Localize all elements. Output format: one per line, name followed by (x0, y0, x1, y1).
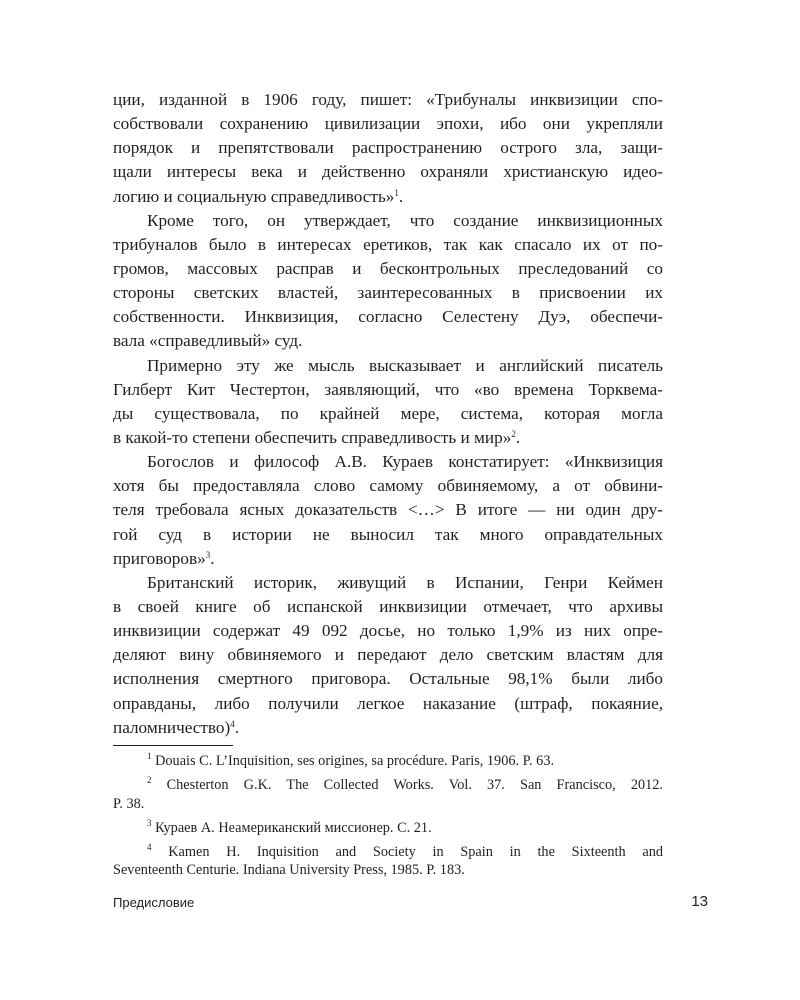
body-text (113, 88, 663, 740)
line-text: в своей книге об испанской инквизиции отмечает, что архивы (113, 596, 663, 616)
text-line (113, 257, 663, 281)
text-line (113, 209, 663, 233)
footnote-number: 3 (147, 817, 152, 828)
text-line (113, 136, 663, 160)
footnote-line (113, 861, 663, 880)
text-line (113, 474, 663, 498)
footnote-text: Kamen H. Inquisition and Society in Spain in the Sixteenth and (168, 843, 664, 860)
footnote-ref: 2 (511, 428, 516, 439)
text-line (113, 692, 663, 716)
text-line (113, 185, 663, 209)
line-text: Гилберт Кит Честертон, заявляющий, что «во времена Торквема- (113, 379, 663, 399)
line-text: громов, массовых расправ и бесконтрольных преследований со (113, 258, 663, 278)
footnote-text: Chesterton G.K. The Collected Works. Vol. 37. San Francisco, 2012. (166, 777, 663, 793)
text-line (113, 112, 663, 136)
text-line (113, 571, 663, 595)
footnote-number: 2 (147, 775, 152, 785)
footnote-number: 1 (147, 751, 152, 761)
paragraph (113, 209, 663, 354)
line-text: трибуналов было в интересах еретиков, так как спасало их от по- (113, 234, 663, 254)
footnote-ref: 1 (394, 187, 399, 198)
line-text: щали интересы века и действенно охраняли христианскую идео- (113, 162, 663, 182)
line-text: исполнения смертного приговора. Остальные 98,1% были либо (113, 669, 663, 689)
text-line (113, 523, 663, 547)
text-line (113, 595, 663, 619)
line-text: ции, изданной в 1906 году, пишет: «Трибуналы инквизиции спо- (113, 90, 663, 109)
line-text: Британский историк, живущий в Испании, Генри Кеймен (147, 572, 663, 592)
text-line (113, 402, 663, 426)
text-line (113, 354, 663, 378)
text-line (113, 160, 663, 184)
footnote-text: Кураев А. Неамериканский миссионер. С. 21. (155, 819, 432, 836)
line-text: вала «справедливый» суд. (113, 331, 303, 351)
text-line (113, 281, 663, 305)
footnote (113, 819, 663, 838)
line-text: деляют вину обвиняемого и передают дело светским властям для (113, 645, 663, 665)
text-line (113, 450, 663, 474)
page-number: 13 (691, 893, 708, 910)
footnote-line (113, 752, 663, 771)
line-text: стороны светских властей, заинтересованных в присвоении их (113, 283, 663, 303)
footnote-text: P. 38. (113, 795, 145, 812)
text-line (113, 305, 663, 329)
footnote-text: Seventeenth Centurie. Indiana University Press, 1985. P. 183. (113, 862, 465, 878)
line-text: в какой-то степени обеспечить справедливость и мир» (113, 427, 512, 447)
paragraph (113, 354, 663, 451)
footnote-line (113, 843, 663, 862)
footnote-ref: 3 (205, 549, 211, 560)
paragraph (113, 88, 663, 209)
footnote (113, 752, 663, 771)
footnote-divider (113, 745, 233, 746)
line-tail: . (515, 427, 521, 447)
footnote-line (113, 776, 663, 795)
line-text: собствовали сохранению цивилизации эпохи, ибо они укрепляли (113, 114, 663, 134)
line-text: паломничество) (113, 717, 231, 737)
line-text: теля требовала ясных доказательств <…> В итоге — ни один дру- (113, 500, 663, 520)
text-line (113, 667, 663, 691)
text-line (113, 643, 663, 667)
running-footer-section: Предисловие (113, 895, 195, 910)
line-text: логию и социальную справедливость» (113, 186, 395, 206)
text-line (113, 426, 663, 450)
line-tail: . (234, 717, 240, 737)
line-text: приговоров» (113, 548, 206, 568)
footnote-number: 4 (147, 841, 152, 852)
footnote (113, 843, 663, 880)
text-line (113, 378, 663, 402)
line-tail: . (210, 548, 215, 568)
footnotes (113, 752, 663, 885)
line-text: Примерно эту же мысль высказывает и английский писатель (147, 355, 663, 375)
text-line (113, 547, 663, 571)
line-text: инквизиции содержат 49 092 досье, но только 1,9% из них опре- (113, 621, 663, 641)
footnote (113, 776, 663, 813)
text-line (113, 329, 663, 353)
text-line (113, 498, 663, 522)
line-text: ды существовала, по крайней мере, система, которая могла (113, 403, 663, 423)
text-line (113, 619, 663, 643)
footnote-text: Douais C. L’Inquisition, ses origines, sa procédure. Paris, 1906. P. 63. (155, 753, 555, 769)
text-line (113, 716, 663, 740)
footnote-ref: 4 (230, 718, 235, 729)
line-text: Кроме того, он утверждает, что создание инквизиционных (147, 210, 663, 230)
paragraph (113, 450, 663, 571)
paragraph (113, 571, 663, 740)
line-text: собственности. Инквизиция, согласно Селестену Дуэ, обеспечи- (113, 307, 663, 327)
line-text: хотя бы предоставляла слово самому обвиняемому, а от обвини- (113, 476, 663, 496)
footnote-line (113, 819, 663, 838)
text-line (113, 233, 663, 257)
line-text: гой суд в истории не выносил так много оправдательных (113, 524, 663, 544)
footnote-line (113, 795, 663, 814)
line-tail: . (398, 186, 404, 206)
line-text: оправданы, либо получили легкое наказание (штраф, покаяние, (113, 693, 663, 713)
line-text: Богослов и философ А.В. Кураев констатирует: «Инквизиция (147, 452, 663, 472)
line-text: порядок и препятствовали распространению острого зла, защи- (113, 138, 663, 158)
text-line (113, 88, 663, 112)
